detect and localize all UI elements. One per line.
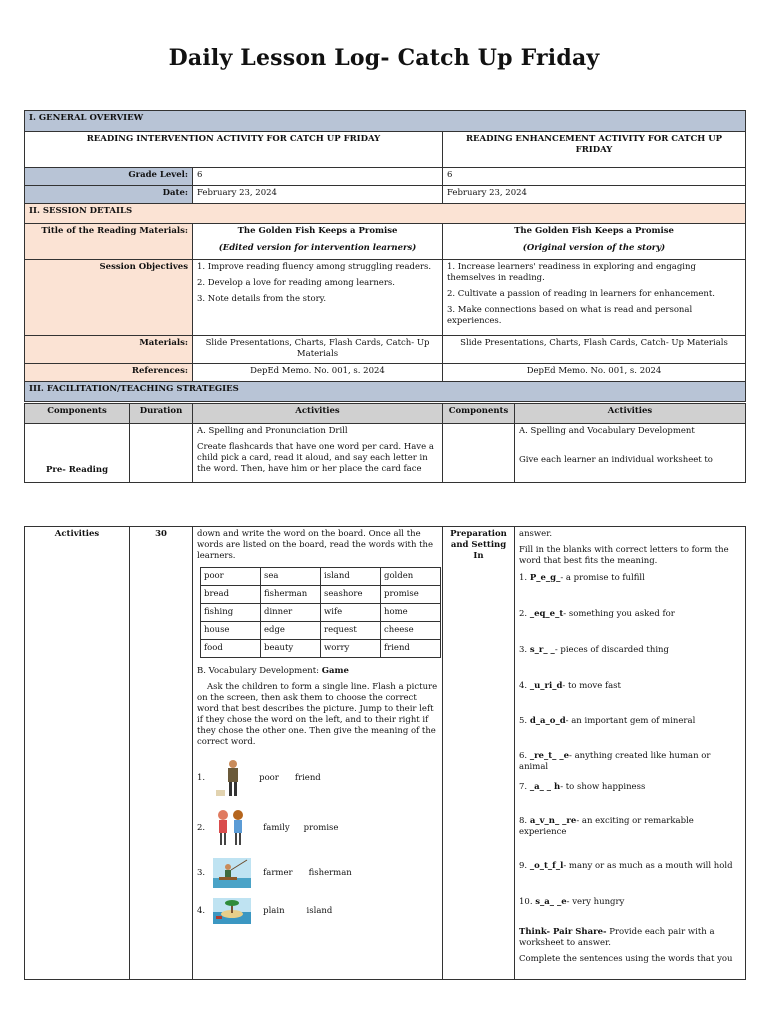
- fill-item: 2. _eq_e_t- something you asked for: [519, 609, 675, 620]
- activities-label: Activities: [25, 527, 130, 980]
- word-cell: golden: [381, 568, 441, 586]
- picture-choice-b: promise: [303, 822, 339, 833]
- fill-word: _a_ _ h: [529, 782, 561, 793]
- drill-heading: A. Spelling and Pronunciation Drill: [197, 426, 348, 436]
- objective-item: 3. Note details from the story.: [197, 294, 327, 305]
- materials-right: Slide Presentations, Charts, Flash Cards, Catch- Up Materials: [443, 336, 746, 364]
- components-cell: [443, 424, 515, 483]
- fill-meaning: - very hungry: [566, 897, 625, 908]
- objective-item: 2. Develop a love for reading among learners.: [197, 278, 395, 289]
- references-left: DepEd Memo. No. 001, s. 2024: [193, 364, 443, 382]
- objective-item: 3. Make connections based on what is read and personal experiences.: [447, 305, 693, 327]
- word-cell: house: [201, 622, 261, 640]
- fill-word: P_e_g_: [529, 573, 561, 584]
- story-title-right: The Golden Fish Keeps a Promise: [514, 226, 674, 236]
- activities-content: [193, 527, 443, 980]
- word-cell: food: [201, 640, 261, 658]
- fill-item: 6. _re_t_ _e- anything created like human or animal: [519, 751, 711, 773]
- fill-item: 8. a_v_n_ _re- an exciting or remarkable experience: [519, 816, 694, 838]
- picture-item: [197, 898, 438, 924]
- picture-number: 4.: [197, 905, 206, 916]
- activities-table: [24, 526, 746, 980]
- word-cell: poor: [201, 568, 261, 586]
- strategies-table: [24, 403, 746, 483]
- story-version-right: (Original version of the story): [522, 243, 666, 254]
- word-cell: fisherman: [261, 586, 321, 604]
- story-version-left: (Edited version for intervention learners): [218, 243, 417, 254]
- story-left: [193, 224, 443, 260]
- island-icon: [213, 898, 251, 924]
- story-title-left: The Golden Fish Keeps a Promise: [237, 226, 398, 236]
- word-cell: friend: [381, 640, 441, 658]
- word-cell: cheese: [381, 622, 441, 640]
- complete-text: Complete the sentences using the words that you: [519, 954, 733, 965]
- col-activities-2: Activities: [515, 404, 746, 424]
- col-components-2: Components: [443, 404, 515, 424]
- think-pair-share: [519, 927, 741, 949]
- picture-choice-a: family: [263, 822, 290, 833]
- think-label: Think- Pair Share-: [519, 927, 607, 938]
- word-cell: worry: [321, 640, 381, 658]
- children-icon: [213, 808, 247, 848]
- word-cell: island: [321, 568, 381, 586]
- word-cell: beauty: [261, 640, 321, 658]
- reading-materials-label: Title of the Reading Materials:: [25, 224, 193, 260]
- word-table: [200, 567, 441, 658]
- general-overview-heading: I. GENERAL OVERVIEW: [25, 111, 746, 132]
- col-components: Components: [25, 404, 130, 424]
- fill-word: a_v_n_ _re: [529, 816, 577, 827]
- picture-item: [197, 858, 438, 888]
- references-right: DepEd Memo. No. 001, s. 2024: [443, 364, 746, 382]
- col-activities: Activities: [193, 404, 443, 424]
- duration-cell: [130, 424, 193, 483]
- word-cell: seashore: [321, 586, 381, 604]
- picture-item: [197, 758, 438, 798]
- fill-item: 10. s_a_ _e- very hungry: [519, 897, 625, 908]
- lesson-overview-table: [24, 110, 746, 402]
- story-right: [443, 224, 746, 260]
- picture-choice-b: friend: [294, 772, 321, 783]
- worksheet-text: Give each learner an individual worksheet to: [519, 455, 713, 466]
- drill-text: Create flashcards that have one word per card. Have a child pick a card, read it aloud, and say each letter in the word. Then, have him or her place the card face: [197, 442, 434, 475]
- intervention-title: READING INTERVENTION ACTIVITY FOR CATCH UP FRIDAY: [25, 132, 443, 168]
- references-label: References:: [25, 364, 193, 382]
- pre-reading-left: [193, 424, 443, 483]
- fill-item: 7. _a_ _ h- to show happiness: [519, 782, 646, 793]
- objective-item: 1. Improve reading fluency among struggling readers.: [197, 262, 432, 272]
- col-duration: Duration: [130, 404, 193, 424]
- fill-meaning: - something you asked for: [563, 609, 675, 620]
- answer-text: answer.: [519, 529, 553, 539]
- fisherman-icon: [213, 858, 251, 888]
- vocab-heading-text: B. Vocabulary Development:: [197, 666, 322, 677]
- poor-man-icon: [213, 758, 247, 798]
- continued-text: down and write the word on the board. Once all the words are listed on the board, read the words with the learners.: [197, 529, 434, 562]
- fill-word: _o_t_f_l: [529, 861, 564, 872]
- objectives-label: Session Objectives: [25, 260, 193, 336]
- word-cell: home: [381, 604, 441, 622]
- fill-meaning: - an exciting or remarkable experience: [519, 816, 694, 838]
- word-cell: promise: [381, 586, 441, 604]
- grade-label: Grade Level:: [25, 168, 193, 186]
- materials-label: Materials:: [25, 336, 193, 364]
- picture-choice-b: island: [306, 905, 333, 916]
- objective-item: 1. Increase learners' readiness in exploring and engaging themselves in reading.: [447, 262, 696, 284]
- objectives-right: [443, 260, 746, 336]
- fill-meaning: - many or as much as a mouth will hold: [563, 861, 733, 872]
- fill-item: 1. P_e_g_- a promise to fulfill: [519, 573, 645, 584]
- fill-word: s_r_ _: [529, 645, 555, 656]
- picture-item: [197, 808, 438, 848]
- duration-value: 30: [130, 527, 193, 980]
- preparation-label: Preparation and Setting In: [443, 527, 515, 980]
- picture-number: 3.: [197, 867, 206, 878]
- objectives-left: [193, 260, 443, 336]
- fill-item: 4. _u_ri_d- to move fast: [519, 681, 621, 692]
- fill-meaning: - pieces of discarded thing: [554, 645, 669, 656]
- fill-word: s_a_ _e: [535, 897, 567, 908]
- session-details-heading: II. SESSION DETAILS: [25, 204, 746, 224]
- fill-meaning: - an important gem of mineral: [565, 716, 696, 727]
- fill-meaning: - to move fast: [562, 681, 621, 692]
- vocab-heading: [197, 666, 438, 677]
- word-cell: request: [321, 622, 381, 640]
- fill-item: 9. _o_t_f_l- many or as much as a mouth will hold: [519, 861, 733, 872]
- picture-choice-a: plain: [263, 905, 285, 916]
- picture-number: 2.: [197, 822, 206, 833]
- fill-meaning: - to show happiness: [560, 782, 646, 793]
- picture-choice-b: fisherman: [308, 867, 352, 878]
- word-cell: sea: [261, 568, 321, 586]
- fill-item: 5. d_a_o_d- an important gem of mineral: [519, 716, 696, 727]
- picture-choice-a: poor: [259, 772, 279, 783]
- word-cell: wife: [321, 604, 381, 622]
- fill-word: d_a_o_d: [529, 716, 566, 727]
- facilitation-heading: III. FACILITATION/TEACHING STRATEGIES: [25, 382, 746, 402]
- picture-choice-a: farmer: [263, 867, 293, 878]
- word-cell: bread: [201, 586, 261, 604]
- pre-reading-right: [515, 424, 746, 483]
- worksheet-content: [515, 527, 746, 980]
- grade-left: 6: [193, 168, 443, 186]
- enhancement-title: READING ENHANCEMENT ACTIVITY FOR CATCH UP FRIDAY: [443, 132, 746, 168]
- fill-meaning: - anything created like human or animal: [519, 751, 711, 773]
- fill-word: _u_ri_d: [529, 681, 563, 692]
- materials-left: Slide Presentations, Charts, Flash Cards, Catch- Up Materials: [193, 336, 443, 364]
- objective-item: 2. Cultivate a passion of reading in learners for enhancement.: [447, 289, 716, 300]
- fill-word: _eq_e_t: [529, 609, 564, 620]
- vocab-heading-right: A. Spelling and Vocabulary Development: [519, 426, 695, 436]
- date-label: Date:: [25, 186, 193, 204]
- date-right: February 23, 2024: [443, 186, 746, 204]
- fill-instruction: Fill in the blanks with correct letters to form the word that best fits the meaning.: [519, 545, 729, 567]
- think-text: Provide each pair with a worksheet to answer.: [519, 927, 715, 949]
- pre-reading-label: Pre- Reading: [25, 424, 130, 483]
- grade-right: 6: [443, 168, 746, 186]
- word-cell: dinner: [261, 604, 321, 622]
- vocab-game: Game: [321, 666, 349, 677]
- vocab-text: Ask the children to form a single line. Flash a picture on the screen, then ask them to choose the correct word that best describes the picture. Jump to their left if they chose the word on the left, and to their right if they chose the other one. Then give the meaning of the correct word.: [197, 682, 438, 748]
- date-left: February 23, 2024: [193, 186, 443, 204]
- page-title: Daily Lesson Log- Catch Up Friday: [168, 45, 600, 71]
- fill-meaning: - a promise to fulfill: [560, 573, 645, 584]
- fill-word: _re_t_ _e: [529, 751, 570, 762]
- picture-number: 1.: [197, 772, 206, 783]
- word-cell: fishing: [201, 604, 261, 622]
- word-cell: edge: [261, 622, 321, 640]
- fill-item: 3. s_r_ _- pieces of discarded thing: [519, 645, 669, 656]
